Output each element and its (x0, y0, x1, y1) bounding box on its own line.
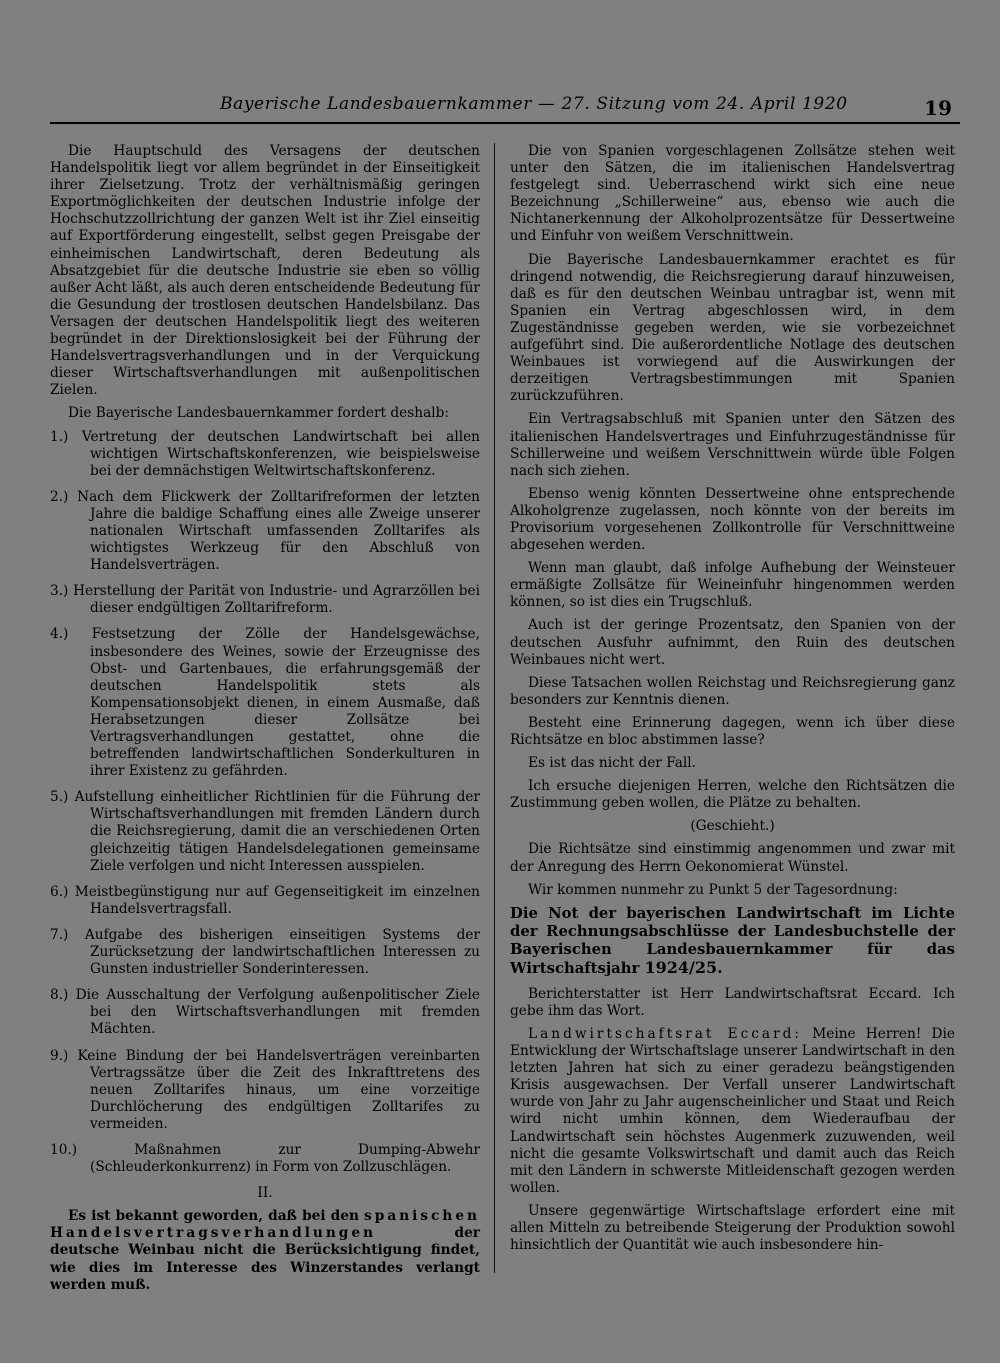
paragraph: Die Richtsätze sind einstimmig angenommen und zwar mit der Anregung des Herrn Oekonomierat Wünstel. (510, 841, 955, 875)
right-column (510, 143, 955, 1260)
paragraph: Berichterstatter ist Herr Landwirtschaftsrat Eccard. Ich gebe ihm das Wort. (510, 985, 955, 1019)
paragraph: Auch ist der geringe Prozentsatz, den Spanien von der deutschen Ausfuhr aufnimmt, den Ruin des deutschen Weinbaues nicht wert. (510, 617, 955, 668)
demand-item: 5.) Aufstellung einheitlicher Richtlinien für die Führung der Wirtschaftsverhandlungen mit fremden Ländern durch die Reichsregierung, damit die an verschiedenen Orten gleichzeitig tätigen Handelsdelegationen gemeinsame Ziele verfolgen und nicht Interessen ausspielen. (50, 789, 480, 874)
demand-item: 6.) Meistbegünstigung nur auf Gegenseitigkeit im einzelnen Handelsvertragsfall. (50, 883, 480, 917)
section-heading-roman: II. (257, 1185, 273, 1202)
demand-item: 3.) Herstellung der Parität von Industrie- und Agrarzöllen bei dieser endgültigen Zolltarifreform. (50, 583, 480, 617)
section-text-spaced: spanischen Handelsvertragsverhandlungen (50, 1208, 480, 1242)
demand-item: 10.) Maßnahmen zur Dumping-Abwehr (Schleuderkonkurrenz) in Form von Zollzuschlägen. (50, 1141, 480, 1176)
speech-text: Meine Herren! Die Entwicklung der Wirtschaftslage unserer Landwirtschaft in den letzten Jahren hat sich zu einer geradezu beängstigenden Krisis ausgewachsen. Der Verfall unserer Landwirtschaft wurde von Jahr zu Jahr augenscheinlicher und Staat und Reich wird nicht umhin können, dem Wiederaufbau der Landwirtschaft sein höchstes Augenmerk zuzuwenden, weil nicht die gesamte Volkswirtschaft und damit auch das Reich mit den Ländern in schwerste Mitleidenschaft gezogen werden wollen. (510, 1025, 955, 1196)
agenda-heading (510, 905, 955, 978)
column-divider (494, 143, 495, 1273)
page-number: 19 (924, 96, 952, 120)
paragraph: Die von Spanien vorgeschlagenen Zollsätze stehen weit unter den Sätzen, die im italienischen Handelsvertrag festgelegt sind. Ueberraschend wirkt sich eine neue Bezeichnung „Schillerweine“ aus, ebenso wie auch die Nichtanerkennung der Alkoholprozentsätze für Dessertweine und Einfuhr von weißem Verschnittwein. (510, 143, 955, 245)
paragraph: Ebenso wenig könnten Dessertweine ohne entsprechende Alkoholgrenze zugelassen, noch könnte von der bereits im Provisorium vorgesehenen Zollkontrolle für Verschnittweine abgesehen werden. (510, 485, 955, 554)
section-text-start: Es ist bekannt geworden, daß bei den (68, 1208, 359, 1225)
demand-item: 7.) Aufgabe des bisherigen einseitigen Systems der Zurücksetzung der landwirtschaftlichen Interessen zu Gunsten industrieller Sonderinteressen. (50, 926, 480, 978)
agenda-heading-year: 1924/25. (644, 957, 723, 977)
paragraph: Wenn man glaubt, daß infolge Aufhebung der Weinsteuer ermäßigte Zollsätze für Weineinfuhr hingenommen werden können, so ist dies ein Trugschluß. (510, 560, 955, 611)
demand-lead: Die Bayerische Landesbauernkammer fordert deshalb: (68, 405, 450, 422)
paragraph: Die Bayerische Landesbauernkammer erachtet es für dringend notwendig, die Reichsregierung darauf hinzuweisen, daß es für den deutschen Weinbau untragbar ist, wenn mit Spanien ein Vertrag abgeschlossen wird, in dem Zugeständnisse gegeben werden, wie sie vorbezeichnet aufgeführt sind. Die außerordentliche Notlage des deutschen Weinbaues ist vorwiegend auf die Auswirkungen der derzeitigen Vertragsbestimmungen mit Spanien zurückzuführen. (510, 251, 955, 405)
page-header (50, 94, 960, 128)
demand-item: 1.) Vertretung der deutschen Landwirtschaft bei allen wichtigen Wirtschaftskonferenzen, wie beispielsweise bei der demnächstigen Weltwirtschaftskonferenz. (50, 428, 480, 479)
paragraph: Diese Tatsachen wollen Reichstag und Reichsregierung ganz besonders zur Kenntnis dienen. (510, 674, 955, 708)
section-text-end: der deutsche Weinbau nicht die Berücksichtigung findet, wie dies im Interesse des Winzerstandes verlangt werden muß. (50, 1225, 480, 1293)
paragraph: Es ist das nicht der Fall. (528, 755, 697, 772)
demand-item: 9.) Keine Bindung der bei Handelsverträgen vereinbarten Vertragssätze über die Zeit des Inkrafttretens des neuen Zolltarifes hinaus, um eine vorzeitige Durchlöcherung des endgültigen Zolltarifes zu vermeiden. (50, 1047, 480, 1132)
intro-paragraph: Die Hauptschuld des Versagens der deutschen Handelspolitik liegt vor allem begründet in der Einseitigkeit ihrer Zielsetzung. Trotz der verhältnismäßig geringen Exportmöglichkeiten der deutschen Industrie infolge der Hochschutzzollrichtung der ganzen Welt ist ihr Ziel einseitig auf Exportförderung eingestellt, selbst gegen Preisgabe der einheimischen Landwirtschaft, deren Bedeutung als Absatzgebiet für die deutsche Industrie sie eben so völlig außer Acht läßt, als auch deren entscheidende Bedeutung für die Gesundung der trostlosen deutschen Handelsbilanz. Das Versagen der deutschen Handelspolitik liegt des weiteren begründet in der Direktionslosigkeit bei der Führung der Handelsvertragsverhandlungen und in der Verquickung dieser Wirtschaftsverhandlungen mit außenpolitischen Zielen. (50, 143, 480, 399)
demand-item: 2.) Nach dem Flickwerk der Zolltarifreformen der letzten Jahre die baldige Schaffung eines alle Zweige unserer nationalen Wirtschaft umfassenden Zolltarifes als wichtigstes Werkzeug für den Abschluß von Handelsverträgen. (50, 488, 480, 574)
paragraph: Besteht eine Erinnerung dagegen, wenn ich über diese Richtsätze en bloc abstimmen lasse? (510, 714, 955, 748)
stage-direction: (Geschieht.) (690, 818, 775, 835)
demand-item: 8.) Die Ausschaltung der Verfolgung außenpolitischer Ziele bei den Wirtschaftsverhandlungen mit fremden Mächten. (50, 987, 480, 1038)
speech-paragraph (510, 1026, 955, 1197)
speaker-name: Landwirtschaftsrat Eccard: (528, 1025, 803, 1042)
header-rule (50, 122, 960, 124)
agenda-line: Wir kommen nunmehr zu Punkt 5 der Tagesordnung: (528, 881, 898, 898)
demand-item: 4.) Festsetzung der Zölle der Handelsgewächse, insbesondere des Weines, sowie der Erzeugnisse des Obst- und Gartenbaues, die erfahrungsgemäß der deutschen Handelspolitik stets als Kompensationsobjekt dienen, in einem Ausmaße, daß Herabsetzungen dieser Zollsätze bei Vertragsverhandlungen gestattet, ohne die betreffenden landwirtschaftlichen Sonderkulturen in ihrer Existenz zu gefährden. (50, 626, 480, 780)
section-paragraph (50, 1208, 480, 1293)
agenda-heading-text: Die Not der bayerischen Landwirtschaft im Lichte der Rechnungsabschlüsse der Landesbuchstelle der Bayerischen Landesbauernkammer für das Wirtschaftsjahr (510, 904, 955, 977)
running-title: Bayerische Landesbauernkammer — 27. Sitzung vom 24. April 1920 (220, 94, 848, 114)
paragraph: Ich ersuche diejenigen Herren, welche den Richtsätzen die Zustimmung geben wollen, die Plätze zu behalten. (510, 778, 955, 812)
left-column (50, 143, 480, 1300)
paragraph: Ein Vertragsabschluß mit Spanien unter den Sätzen des italienischen Handelsvertrages und Einfuhrzugeständnisse für Schillerweine und weißem Verschnittwein würde üble Folgen nach sich ziehen. (510, 411, 955, 479)
paragraph: Unsere gegenwärtige Wirtschaftslage erfordert eine mit allen Mitteln zu betreibende Steigerung der Produktion sowohl hinsichtlich der Quantität wie auch insbesondere hin- (510, 1202, 955, 1254)
